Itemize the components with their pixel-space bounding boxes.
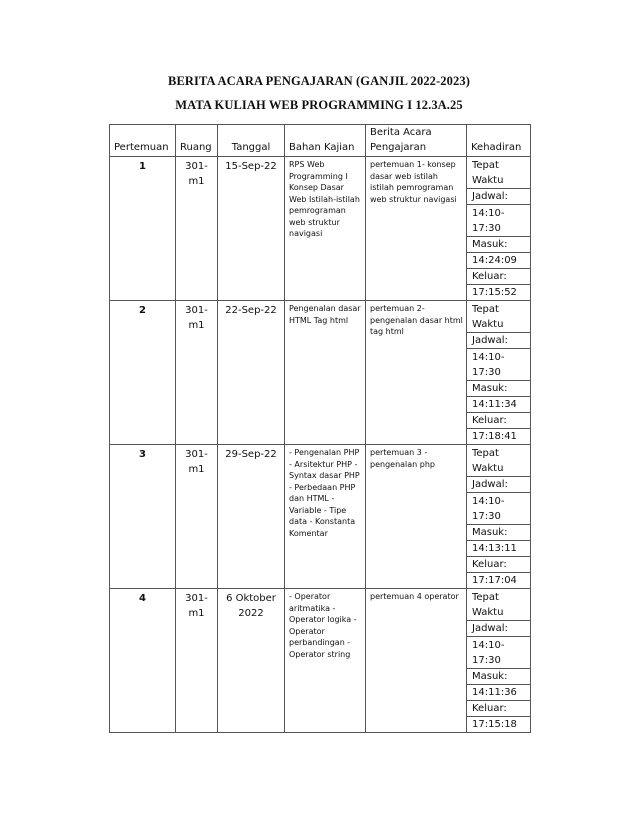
date: 29-Sep-22 [218, 445, 285, 589]
teaching-report: pertemuan 1- konsep dasar web istilah istilah pemrograman web struktur navigasi [366, 157, 467, 301]
room: 301-m1 [176, 301, 218, 445]
attendance-status: Tepat Waktu [467, 445, 531, 477]
check-in-time: 14:11:34 [467, 397, 531, 413]
table-row [110, 589, 531, 621]
check-in-label: Masuk: [467, 381, 531, 397]
attendance-status: Tepat Waktu [467, 157, 531, 189]
room: 301-m1 [176, 589, 218, 733]
check-out-time: 17:18:41 [467, 429, 531, 445]
schedule-label: Jadwal: [467, 333, 531, 349]
course-title: MATA KULIAH WEB PROGRAMMING I 12.3A.25 [175, 98, 463, 112]
header-pertemuan: Pertemuan [110, 125, 176, 157]
teaching-report-table [109, 124, 531, 733]
schedule-label: Jadwal: [467, 477, 531, 493]
date: 15-Sep-22 [218, 157, 285, 301]
schedule-time: 14:10-17:30 [467, 205, 531, 237]
table-row [110, 157, 531, 189]
check-out-label: Keluar: [467, 269, 531, 285]
check-in-label: Masuk: [467, 669, 531, 685]
study-material: - Operator aritmatika - Operator logika - Operator perbandingan - Operator string [285, 589, 366, 733]
check-out-label: Keluar: [467, 413, 531, 429]
check-in-time: 14:13:11 [467, 541, 531, 557]
check-out-label: Keluar: [467, 557, 531, 573]
room: 301-m1 [176, 445, 218, 589]
schedule-time: 14:10-17:30 [467, 349, 531, 381]
check-in-time: 14:11:36 [467, 685, 531, 701]
check-out-time: 17:15:52 [467, 285, 531, 301]
meeting-number: 4 [110, 589, 176, 733]
schedule-label: Jadwal: [467, 621, 531, 637]
study-material: RPS Web Programming I Konsep Dasar Web Istilah-istilah pemrograman web struktur navigasi [285, 157, 366, 301]
room: 301-m1 [176, 157, 218, 301]
check-in-time: 14:24:09 [467, 253, 531, 269]
attendance-status: Tepat Waktu [467, 589, 531, 621]
study-material: - Pengenalan PHP - Arsitektur PHP - Syntax dasar PHP - Perbedaan PHP dan HTML - Variable - Tipe data - Konstanta Komentar [285, 445, 366, 589]
date: 22-Sep-22 [218, 301, 285, 445]
header-kehadiran: Kehadiran [467, 125, 531, 157]
schedule-time: 14:10-17:30 [467, 637, 531, 669]
header-tanggal: Tanggal [218, 125, 285, 157]
header-bahan-kajian: Bahan Kajian [285, 125, 366, 157]
header-berita-acara: Berita Acara Pengajaran [366, 125, 467, 157]
header-ruang: Ruang [176, 125, 218, 157]
meeting-number: 1 [110, 157, 176, 301]
check-out-label: Keluar: [467, 701, 531, 717]
check-in-label: Masuk: [467, 237, 531, 253]
study-material: Pengenalan dasar HTML Tag html [285, 301, 366, 445]
date: 6 Oktober 2022 [218, 589, 285, 733]
meeting-number: 2 [110, 301, 176, 445]
table-header-row [110, 125, 531, 157]
table-row [110, 301, 531, 333]
schedule-time: 14:10-17:30 [467, 493, 531, 525]
schedule-label: Jadwal: [467, 189, 531, 205]
meeting-number: 3 [110, 445, 176, 589]
teaching-report: pertemuan 2- pengenalan dasar html tag html [366, 301, 467, 445]
document-title: BERITA ACARA PENGAJARAN (GANJIL 2022-2023) [168, 74, 470, 88]
check-out-time: 17:17:04 [467, 573, 531, 589]
check-in-label: Masuk: [467, 525, 531, 541]
attendance-status: Tepat Waktu [467, 301, 531, 333]
check-out-time: 17:15:18 [467, 717, 531, 733]
teaching-report: pertemuan 4 operator [366, 589, 467, 733]
table-row [110, 445, 531, 477]
teaching-report: pertemuan 3 - pengenalan php [366, 445, 467, 589]
